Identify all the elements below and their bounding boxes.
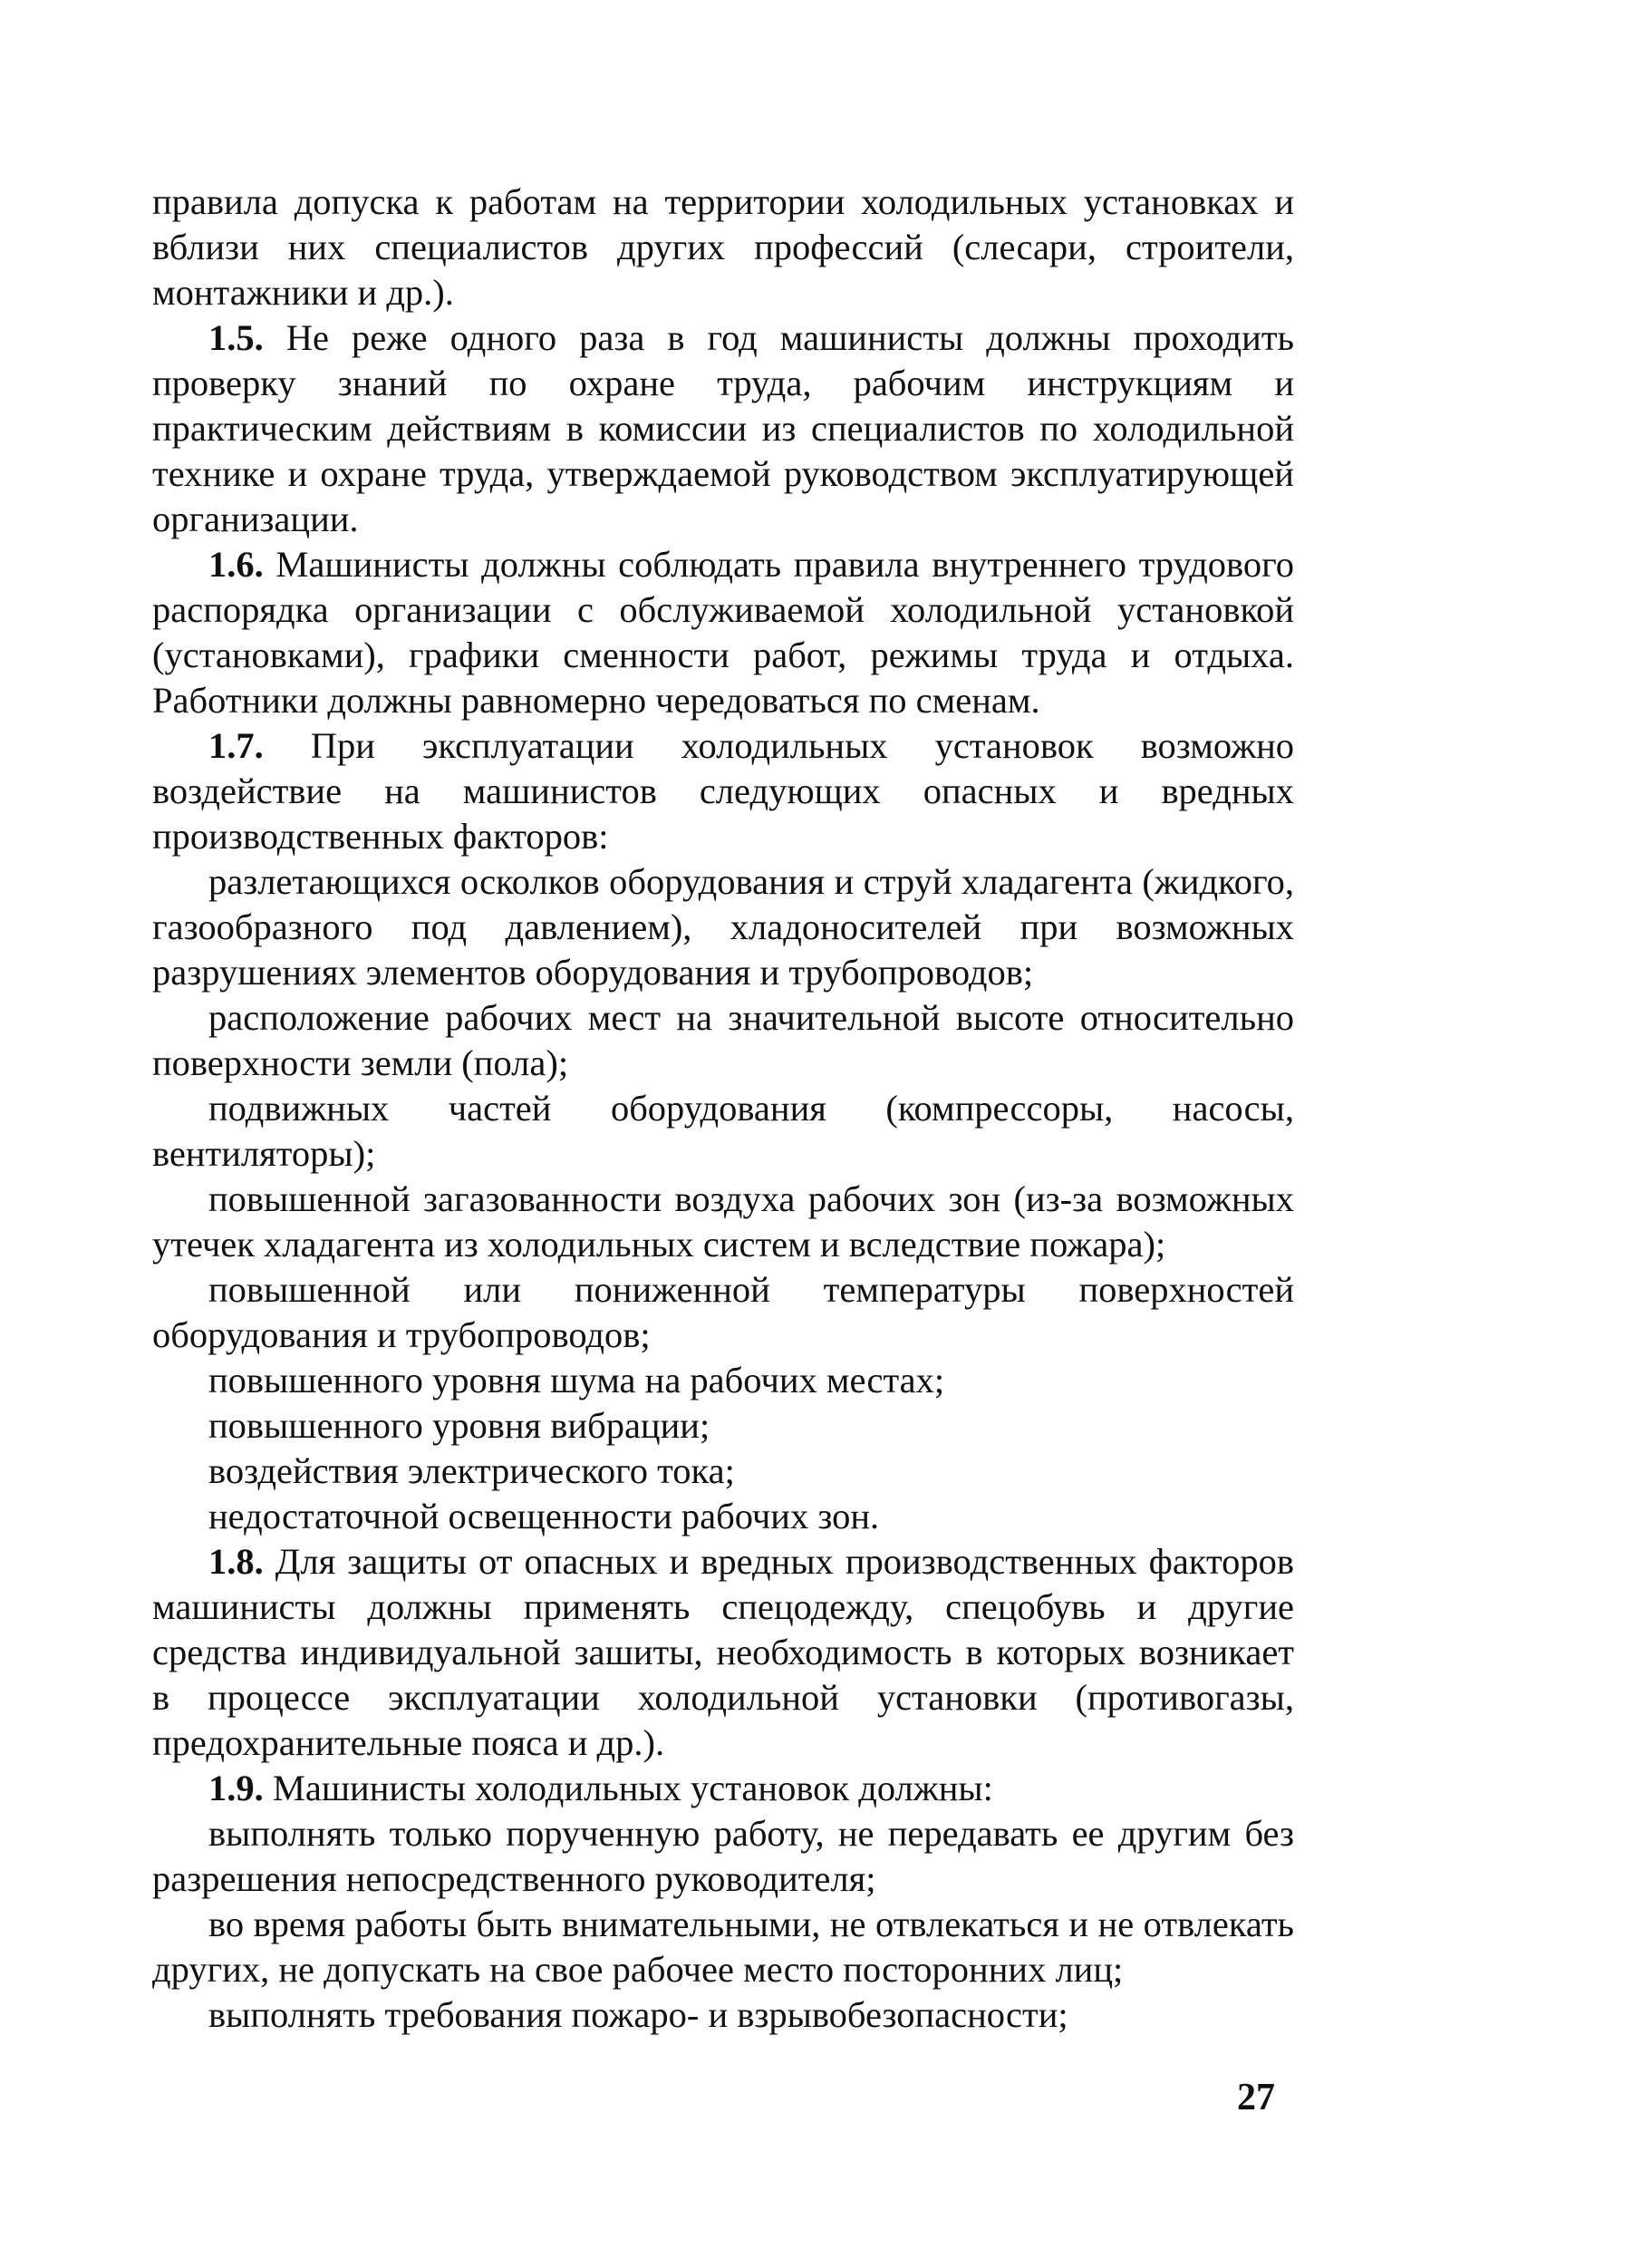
paragraph-text: Не реже одного раза в год машинисты должны проходить проверку знаний по охране труда, рабочим инструкциям и практическим действиям в комиссии из специалистов по холодильной технике и охране труда, утверждаемой руководством эксплуатирующей организации. — [152, 317, 1295, 539]
list-item-1-7-b — [152, 995, 1294, 1086]
page-number: 27 — [1237, 2077, 1275, 2118]
paragraph-1-6 — [152, 542, 1294, 723]
list-item-1-9-c — [152, 1992, 1294, 2038]
section-number: 1.9. — [208, 1768, 264, 1808]
list-item-text: выполнять требования пожаро- и взрывобезопасности; — [208, 1994, 1068, 2035]
list-item-1-9-a — [152, 1811, 1294, 1902]
list-item-1-7-d — [152, 1177, 1294, 1267]
paragraph-1-8 — [152, 1539, 1294, 1766]
list-item-text: выполнять только порученную работу, не передавать ее другим без разрешения непосредственного руководителя; — [152, 1813, 1294, 1899]
list-item-1-7-h — [152, 1449, 1294, 1494]
paragraph-1-5 — [152, 315, 1294, 542]
list-item-1-9-b — [152, 1902, 1294, 1992]
list-item-1-7-f — [152, 1358, 1294, 1403]
list-item-text: подвижных частей оборудования (компрессоры, насосы, вентиляторы); — [152, 1088, 1294, 1174]
list-item-text: воздействия электрического тока; — [208, 1450, 735, 1491]
list-item-text: разлетающихся осколков оборудования и струй хладагента (жидкого, газообразного под давлением), хладоносителей при возможных разрушениях элементов оборудования и трубопроводов; — [152, 861, 1294, 993]
page-body — [152, 179, 1294, 2192]
list-item-text: во время работы быть внимательными, не отвлекаться и не отвлекать других, не допускать на свое рабочее место посторонних лиц; — [152, 1904, 1294, 1990]
paragraph-1-9 — [152, 1766, 1294, 1811]
list-item-text: повышенного уровня вибрации; — [208, 1405, 710, 1446]
list-item-1-7-g — [152, 1403, 1294, 1449]
section-number: 1.8. — [208, 1541, 264, 1582]
section-number: 1.6. — [208, 544, 264, 585]
list-item-1-7-c — [152, 1086, 1294, 1177]
paragraph-text: При эксплуатации холодильных установок возможно воздействие на машинистов следующих опасных и вредных производственных факторов: — [152, 725, 1294, 857]
paragraph-0 — [152, 179, 1294, 315]
list-item-text: повышенной загазованности воздуха рабочих зон (из-за возможных утечек хладагента из холодильных систем и вследствие пожара); — [152, 1178, 1294, 1265]
paragraph-text: Машинисты холодильных установок должны: — [272, 1768, 993, 1808]
paragraph-text: Машинисты должны соблюдать правила внутреннего трудового распорядка организации с обслуживаемой холодильной установкой (установками), графики сменности работ, режимы труда и отдыха. Работники должны равномерно чередоваться по сменам. — [152, 544, 1295, 721]
section-number: 1.7. — [208, 725, 264, 766]
paragraph-text: правила допуска к работам на территории холодильных установках и вблизи них специалистов других профессий (слесари, строители, монтажники и др.). — [152, 181, 1294, 313]
list-item-text: повышенного уровня шума на рабочих местах; — [208, 1360, 945, 1401]
list-item-1-7-a — [152, 859, 1294, 995]
list-item-1-7-i — [152, 1494, 1294, 1539]
section-number: 1.5. — [208, 317, 264, 358]
list-item-text: повышенной или пониженной температуры поверхностей оборудования и трубопроводов; — [152, 1269, 1294, 1355]
paragraph-1-7 — [152, 723, 1294, 859]
list-item-text: расположение рабочих мест на значительной высоте относительно поверхности земли (пола); — [152, 997, 1294, 1083]
list-item-text: недостаточной освещенности рабочих зон. — [208, 1496, 880, 1536]
paragraph-text: Для защиты от опасных и вредных производственных факторов машинисты должны применять спецодежду, спецобувь и другие средства индивидуальной зашиты, необходимость в которых возникает в процессе эксплуатации холодильной установки (противогазы, предохранительные пояса и др.). — [152, 1541, 1294, 1763]
list-item-1-7-e — [152, 1267, 1294, 1358]
